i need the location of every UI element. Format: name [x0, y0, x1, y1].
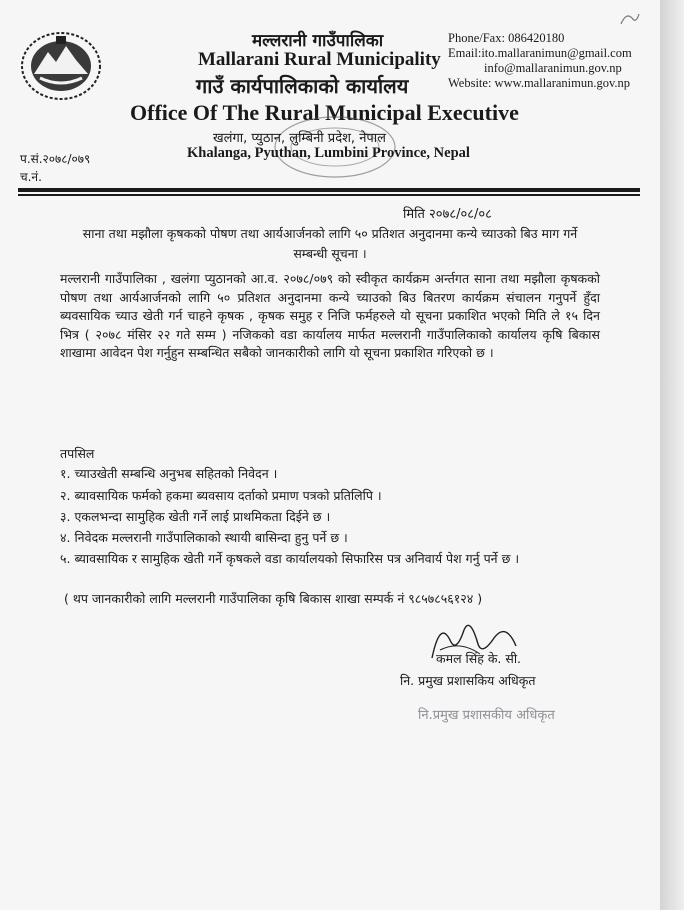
municipality-name-english: Mallarani Rural Municipality — [198, 49, 441, 70]
list-item: १. च्याउखेती सम्बन्धि अनुभब सहितको निवेदन । — [60, 466, 278, 481]
email-secondary: info@mallaranimun.gov.np — [484, 61, 622, 75]
letter-subject: साना तथा मझौला कृषकको पोषण तथा आर्यआर्जनको लागि ५० प्रतिशत अनुदानमा कन्ये च्याउको बिउ माग गर्ने सम्बन्धी सूचना । — [82, 226, 578, 261]
list-item: ३. एकलभन्दा सामुहिक खेती गर्ने लाई प्राथमिकता दिईने छ । — [60, 509, 331, 524]
letter-reference-number: प.सं.२०७८/०७९ — [20, 152, 91, 166]
signatory-title: नि. प्रमुख प्रशासकिय अधिकृत — [400, 673, 536, 688]
office-name-english: Office Of The Rural Municipal Executive — [130, 100, 519, 125]
corner-mark-icon — [618, 10, 642, 32]
header-divider-thick — [18, 188, 640, 192]
letter-date: मिति २०७८/०८/०८ — [403, 207, 492, 222]
website: Website: www.mallaranimun.gov.np — [448, 76, 631, 90]
scan-edge — [660, 0, 684, 910]
details-heading: तपसिल — [60, 446, 95, 461]
header-divider-thin — [18, 194, 640, 196]
signatory-name: कमल सिंह के. सी. — [436, 651, 522, 666]
address-nepali: खलंगा, प्युठान, लुम्बिनी प्रदेश, नेपाल — [213, 131, 386, 146]
list-item: ५. ब्यावसायिक र सामुहिक खेती गर्ने कृषकले वडा कार्यालयको सिफारिस पत्र अनिवार्य पेश गर्नु पर्ने छ । — [60, 551, 520, 566]
list-item: २. ब्यावसायिक फर्मको हकमा ब्यवसाय दर्ताको प्रमाण पत्रको प्रतिलिपि । — [60, 488, 382, 503]
phone-fax: Phone/Fax: 086420180 — [448, 31, 565, 45]
municipality-emblem-icon — [20, 30, 102, 102]
office-name-nepali: गाउँ कार्यपालिकाको कार्यालय — [196, 74, 409, 98]
list-item: ४. निवेदक मल्लरानी गाउँपालिकाको स्थायी बासिन्दा हुनु पर्ने छ । — [60, 530, 348, 545]
address-english: Khalanga, Pyuthan, Lumbini Province, Nepal — [187, 145, 470, 161]
designation-stamp: नि.प्रमुख प्रशासकीय अधिकृत — [418, 708, 555, 723]
dispatch-number: च.नं. — [20, 170, 42, 184]
letter-body: मल्लरानी गाउँपालिका , खलंगा प्युठानको आ.व. २०७८/०७९ को स्वीकृत कार्यक्रम अर्न्तगत साना तथा मझौला कृषकको पोषण तथा आर्यआर्जनको लागि ५० प्रतिशत अनुदानमा कन्ये च्याउको बिउ बितरण कार्यक्रम संचालन गनुपर्ने हुँदा ब्यवसायिक च्याउ खेती गर्न चाहने कृषक , कृषक समुह र निजि फर्महरुले यो सूचना प्रकाशित भएको मिति ले १५ दिन भित्र ( २०७८ मंसिर २२ गते सम्म ) नजिकको वडा कार्यालय मार्फत मल्लरानी गाउँपालिकाको कार्यालय कृषि बिकास शाखामा आवेदन पेश गर्नुहुन सम्बन्धित सबैको जानकारीको लागि यो सूचना प्रकाशित गरिएको छ । — [60, 271, 600, 361]
municipality-name-nepali: मल्लरानी गाउँपालिका — [252, 31, 384, 51]
contact-note: ( थप जानकारीको लागि मल्लरानी गाउँपालिका कृषि बिकास शाखा सम्पर्क नं ९८५७८५६१२४ ) — [64, 591, 483, 606]
email-primary: Email:ito.mallaranimun@gmail.com — [448, 46, 632, 60]
